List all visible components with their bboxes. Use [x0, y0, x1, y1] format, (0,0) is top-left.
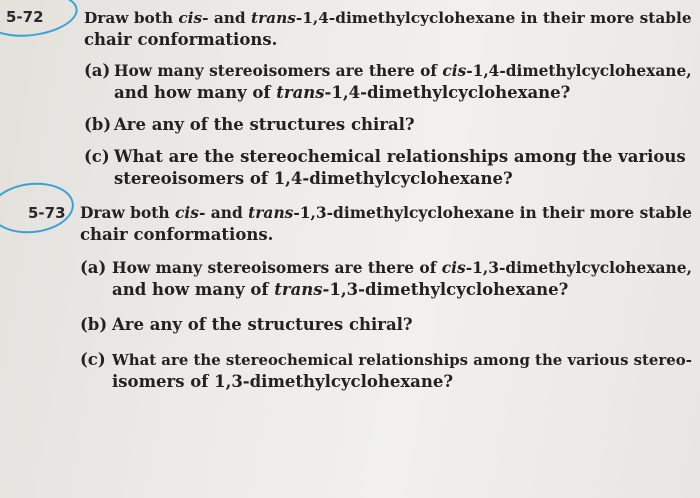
problem-5-72-stem-line-1: Draw both cis- and trans-1,4-dimethylcyclohexane in their more stable	[84, 9, 692, 27]
problem-5-72-part-c-label: (c)	[84, 147, 110, 166]
problem-number-5-72: 5-72	[6, 8, 44, 26]
problem-number-5-73: 5-73	[28, 204, 66, 222]
problem-5-73-part-b-line-1: Are any of the structures chiral?	[112, 315, 413, 334]
problem-5-72-part-b-line-1: Are any of the structures chiral?	[114, 115, 415, 134]
problem-5-73-part-c-label: (c)	[80, 350, 106, 369]
problem-5-72-part-c-line-1: What are the stereochemical relationships among the various	[114, 147, 686, 166]
problem-5-72-part-c-line-2: stereoisomers of 1,4-dimethylcyclohexane?	[114, 169, 513, 188]
problem-5-73-part-b-label: (b)	[80, 315, 108, 334]
problem-5-73-part-c-line-2: isomers of 1,3-dimethylcyclohexane?	[112, 372, 454, 391]
problem-5-73-stem-line-1: Draw both cis- and trans-1,3-dimethylcyclohexane in their more stable	[80, 204, 692, 222]
problem-5-72-part-b-label: (b)	[84, 115, 112, 134]
problem-5-73-stem-line-2: chair conformations.	[80, 225, 274, 244]
problem-5-72-part-a-line-2: and how many of trans-1,4-dimethylcyclohexane?	[114, 83, 571, 102]
problem-5-72-part-a-label: (a)	[84, 61, 111, 80]
problem-5-73-part-a-line-1: How many stereoisomers are there of cis-1,3-dimethylcyclohexane,	[112, 259, 692, 277]
problem-5-73-part-a-label: (a)	[80, 258, 107, 277]
problem-5-72-part-a-line-1: How many stereoisomers are there of cis-1,4-dimethylcyclohexane,	[114, 62, 692, 80]
problem-5-72-stem-line-2: chair conformations.	[84, 30, 278, 49]
problem-5-73-part-a-line-2: and how many of trans-1,3-dimethylcyclohexane?	[112, 280, 569, 299]
problem-5-73-part-c-line-1: What are the stereochemical relationships among the various stereo-	[112, 351, 692, 369]
